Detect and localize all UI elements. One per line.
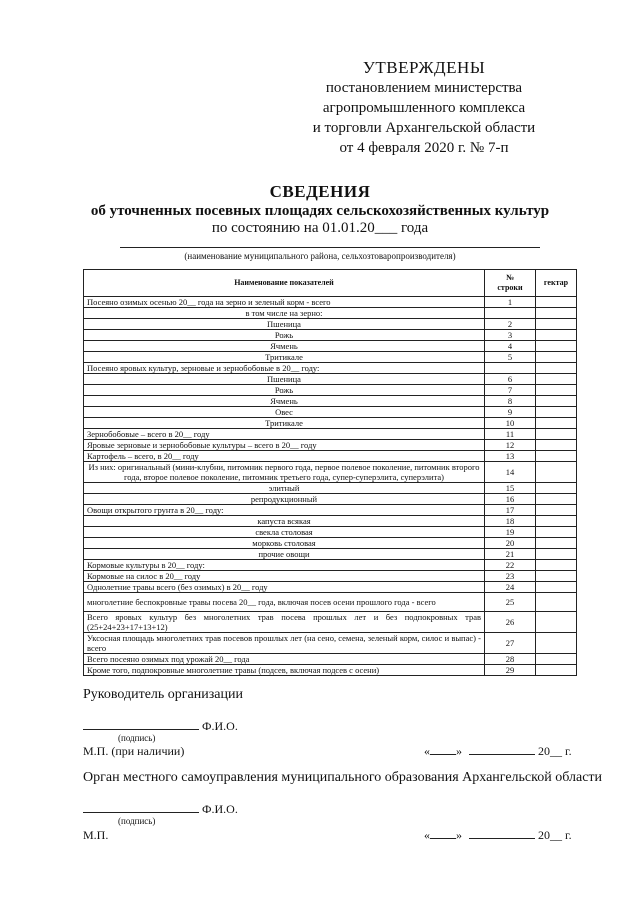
hectare-value-cell[interactable] <box>536 483 577 494</box>
row-number: 22 <box>485 560 536 571</box>
hectare-value-cell[interactable] <box>536 582 577 593</box>
document-date-line: по состоянию на 01.01.20___ года <box>211 220 429 236</box>
hectare-value-cell[interactable] <box>536 612 577 633</box>
row-number: 15 <box>485 483 536 494</box>
head-signature-line[interactable] <box>83 729 199 730</box>
column-header-hectare: гектар <box>536 270 577 297</box>
row-number <box>485 363 536 374</box>
head-date-day-field[interactable] <box>430 754 456 755</box>
row-number: 4 <box>485 341 536 352</box>
table-row <box>84 385 577 396</box>
table-row <box>84 374 577 385</box>
row-number: 13 <box>485 451 536 462</box>
hectare-value-cell[interactable] <box>536 385 577 396</box>
table-row <box>84 494 577 505</box>
head-fio-label: Ф.И.О. <box>202 719 238 733</box>
table-row <box>84 516 577 527</box>
row-number: 23 <box>485 571 536 582</box>
row-label: Из них: оригинальный (мини-клубни, питомник первого года, первое полевое поколение, питомник второго года, второе полевое поколение, питомник третьего года, супер-суперэлита, суперэлита) <box>84 462 485 483</box>
authority-signature-row <box>83 802 238 817</box>
row-number: 1 <box>485 297 536 308</box>
authority-date-year: 20__ г. <box>538 828 572 842</box>
row-label: Тритикале <box>84 418 485 429</box>
row-number: 17 <box>485 505 536 516</box>
table-row <box>84 527 577 538</box>
table-row <box>84 538 577 549</box>
row-number: 10 <box>485 418 536 429</box>
row-number: 8 <box>485 396 536 407</box>
row-label: капуста всякая <box>84 516 485 527</box>
row-label: Однолетние травы всего (без озимых) в 20__ году <box>84 582 485 593</box>
row-label: Рожь <box>84 385 485 396</box>
table-row <box>84 549 577 560</box>
head-signature-row <box>83 719 238 734</box>
row-label: Овощи открытого грунта в 20__ году: <box>84 505 485 516</box>
hectare-value-cell[interactable] <box>536 527 577 538</box>
hectare-value-cell[interactable] <box>536 633 577 654</box>
hectare-value-cell[interactable] <box>536 494 577 505</box>
row-label: в том числе на зерно: <box>84 308 485 319</box>
approval-line-3: и торговли Архангельской области <box>312 120 536 136</box>
approval-block <box>274 58 574 158</box>
row-number: 20 <box>485 538 536 549</box>
row-label: Ячмень <box>84 341 485 352</box>
authority-fio-label: Ф.И.О. <box>202 802 238 816</box>
column-header-number-sign: № <box>505 273 515 282</box>
authority-signature-line[interactable] <box>83 812 199 813</box>
hectare-value-cell[interactable] <box>536 593 577 612</box>
row-label: Яровые зерновые и зернобобовые культуры – всего в 20__ году <box>84 440 485 451</box>
table-row <box>84 341 577 352</box>
table-row <box>84 418 577 429</box>
head-date-row <box>424 744 572 759</box>
row-number: 7 <box>485 385 536 396</box>
authority-stamp-label: М.П. <box>83 828 109 842</box>
row-number: 2 <box>485 319 536 330</box>
table-row <box>84 633 577 654</box>
head-of-organization-label: Руководитель организации <box>83 687 243 702</box>
organization-name-hint: (наименование муниципального района, сельхозтоваропроизводителя) <box>184 251 456 261</box>
row-label: Уксосная площадь многолетних трав посевов прошлых лет (на сено, семена, зеленый корм, силос и выпас) - всего <box>84 633 485 654</box>
hectare-value-cell[interactable] <box>536 451 577 462</box>
document-subtitle: об уточненных посевных площадях сельскохозяйственных культур <box>90 203 550 219</box>
table-row <box>84 440 577 451</box>
table-row <box>84 560 577 571</box>
row-label: Всего яровых культур без многолетних трав посева прошлых лет и без подпокровных трав (25+24+23+17+13+12) <box>84 612 485 633</box>
hectare-value-cell[interactable] <box>536 549 577 560</box>
table-row <box>84 451 577 462</box>
row-number: 9 <box>485 407 536 418</box>
authority-date-row <box>424 828 572 843</box>
authority-date-day-field[interactable] <box>430 838 456 839</box>
row-label: репродукционный <box>84 494 485 505</box>
row-number: 14 <box>485 462 536 483</box>
hectare-value-cell[interactable] <box>536 665 577 676</box>
table-row <box>84 330 577 341</box>
table-row <box>84 352 577 363</box>
approval-heading: УТВЕРЖДЕНЫ <box>362 58 486 77</box>
row-label: Ячмень <box>84 396 485 407</box>
row-label: Овес <box>84 407 485 418</box>
hectare-value-cell[interactable] <box>536 363 577 374</box>
hectare-value-cell[interactable] <box>536 396 577 407</box>
head-date-year: 20__ г. <box>538 744 572 758</box>
row-label: Пшеница <box>84 374 485 385</box>
table-row <box>84 505 577 516</box>
hectare-value-cell[interactable] <box>536 516 577 527</box>
hectare-value-cell[interactable] <box>536 462 577 483</box>
authority-signature-caption: (подпись) <box>118 816 156 826</box>
row-number: 6 <box>485 374 536 385</box>
document-title: СВЕДЕНИЯ <box>269 182 371 201</box>
hectare-value-cell[interactable] <box>536 571 577 582</box>
hectare-value-cell[interactable] <box>536 429 577 440</box>
local-authority-label: Орган местного самоуправления муниципального образования Архангельской области <box>83 770 603 785</box>
row-number: 16 <box>485 494 536 505</box>
column-header-row-number <box>485 270 536 297</box>
row-label: Кормовые культуры в 20__ году: <box>84 560 485 571</box>
hectare-value-cell[interactable] <box>536 505 577 516</box>
row-number: 24 <box>485 582 536 593</box>
row-label: Всего посеяно озимых под урожай 20__ года <box>84 654 485 665</box>
table-header-row <box>84 270 577 297</box>
row-number: 12 <box>485 440 536 451</box>
hectare-value-cell[interactable] <box>536 407 577 418</box>
hectare-value-cell[interactable] <box>536 418 577 429</box>
table-row <box>84 462 577 483</box>
table-row <box>84 319 577 330</box>
sown-area-table <box>83 269 577 676</box>
row-number: 18 <box>485 516 536 527</box>
table-row <box>84 483 577 494</box>
row-number: 21 <box>485 549 536 560</box>
row-label: Картофель – всего, в 20__ году <box>84 451 485 462</box>
table-row <box>84 308 577 319</box>
column-header-row-word: строки <box>497 283 523 292</box>
table-row <box>84 407 577 418</box>
row-number: 19 <box>485 527 536 538</box>
hectare-value-cell[interactable] <box>536 308 577 319</box>
row-label: Зернобобовые – всего в 20__ году <box>84 429 485 440</box>
row-number: 3 <box>485 330 536 341</box>
hectare-value-cell[interactable] <box>536 374 577 385</box>
head-date-quote-close: » <box>456 744 462 758</box>
row-number <box>485 308 536 319</box>
head-date-quote-open: « <box>424 744 430 758</box>
table-row <box>84 654 577 665</box>
row-number: 27 <box>485 633 536 654</box>
row-label: Посеяно озимых осенью 20__ года на зерно и зеленый корм - всего <box>84 297 485 308</box>
row-number: 5 <box>485 352 536 363</box>
table-row <box>84 593 577 612</box>
hectare-value-cell[interactable] <box>536 330 577 341</box>
table-row <box>84 665 577 676</box>
row-label: элитный <box>84 483 485 494</box>
organization-name-line <box>120 247 540 248</box>
authority-date-month-field[interactable] <box>469 838 535 839</box>
table-row <box>84 571 577 582</box>
hectare-value-cell[interactable] <box>536 440 577 451</box>
approval-line-1: постановлением министерства <box>325 80 523 96</box>
hectare-value-cell[interactable] <box>536 654 577 665</box>
table-row <box>84 429 577 440</box>
column-header-name: Наименование показателей <box>84 270 485 297</box>
hectare-value-cell[interactable] <box>536 352 577 363</box>
row-label: Рожь <box>84 330 485 341</box>
authority-date-quote-open: « <box>424 828 430 842</box>
row-label: Кроме того, подпокровные многолетние травы (подсев, включая подсев с осени) <box>84 665 485 676</box>
hectare-value-cell[interactable] <box>536 319 577 330</box>
row-number: 28 <box>485 654 536 665</box>
row-label: морковь столовая <box>84 538 485 549</box>
row-label: свекла столовая <box>84 527 485 538</box>
row-number: 29 <box>485 665 536 676</box>
hectare-value-cell[interactable] <box>536 538 577 549</box>
head-stamp-label: М.П. (при наличии) <box>83 744 185 758</box>
approval-line-2: агропромышленного комплекса <box>322 100 526 116</box>
approval-line-4: от 4 февраля 2020 г. № 7-п <box>339 140 509 156</box>
authority-date-quote-close: » <box>456 828 462 842</box>
row-number: 11 <box>485 429 536 440</box>
row-label: Тритикале <box>84 352 485 363</box>
table-row <box>84 363 577 374</box>
hectare-value-cell[interactable] <box>536 341 577 352</box>
hectare-value-cell[interactable] <box>536 560 577 571</box>
row-label: Кормовые на силос в 20__ году <box>84 571 485 582</box>
row-number: 26 <box>485 612 536 633</box>
row-label: Посеяно яровых культур, зерновые и зернобобовые в 20__ году: <box>84 363 485 374</box>
head-signature-caption: (подпись) <box>118 733 156 743</box>
row-label: многолетние беспокровные травы посева 20__ года, включая посев осени прошлого года - всего <box>84 593 485 612</box>
row-label: прочие овощи <box>84 549 485 560</box>
table-row <box>84 297 577 308</box>
hectare-value-cell[interactable] <box>536 297 577 308</box>
row-number: 25 <box>485 593 536 612</box>
table-row <box>84 612 577 633</box>
table-row <box>84 396 577 407</box>
row-label: Пшеница <box>84 319 485 330</box>
table-row <box>84 582 577 593</box>
head-date-month-field[interactable] <box>469 754 535 755</box>
table-body <box>84 297 577 676</box>
